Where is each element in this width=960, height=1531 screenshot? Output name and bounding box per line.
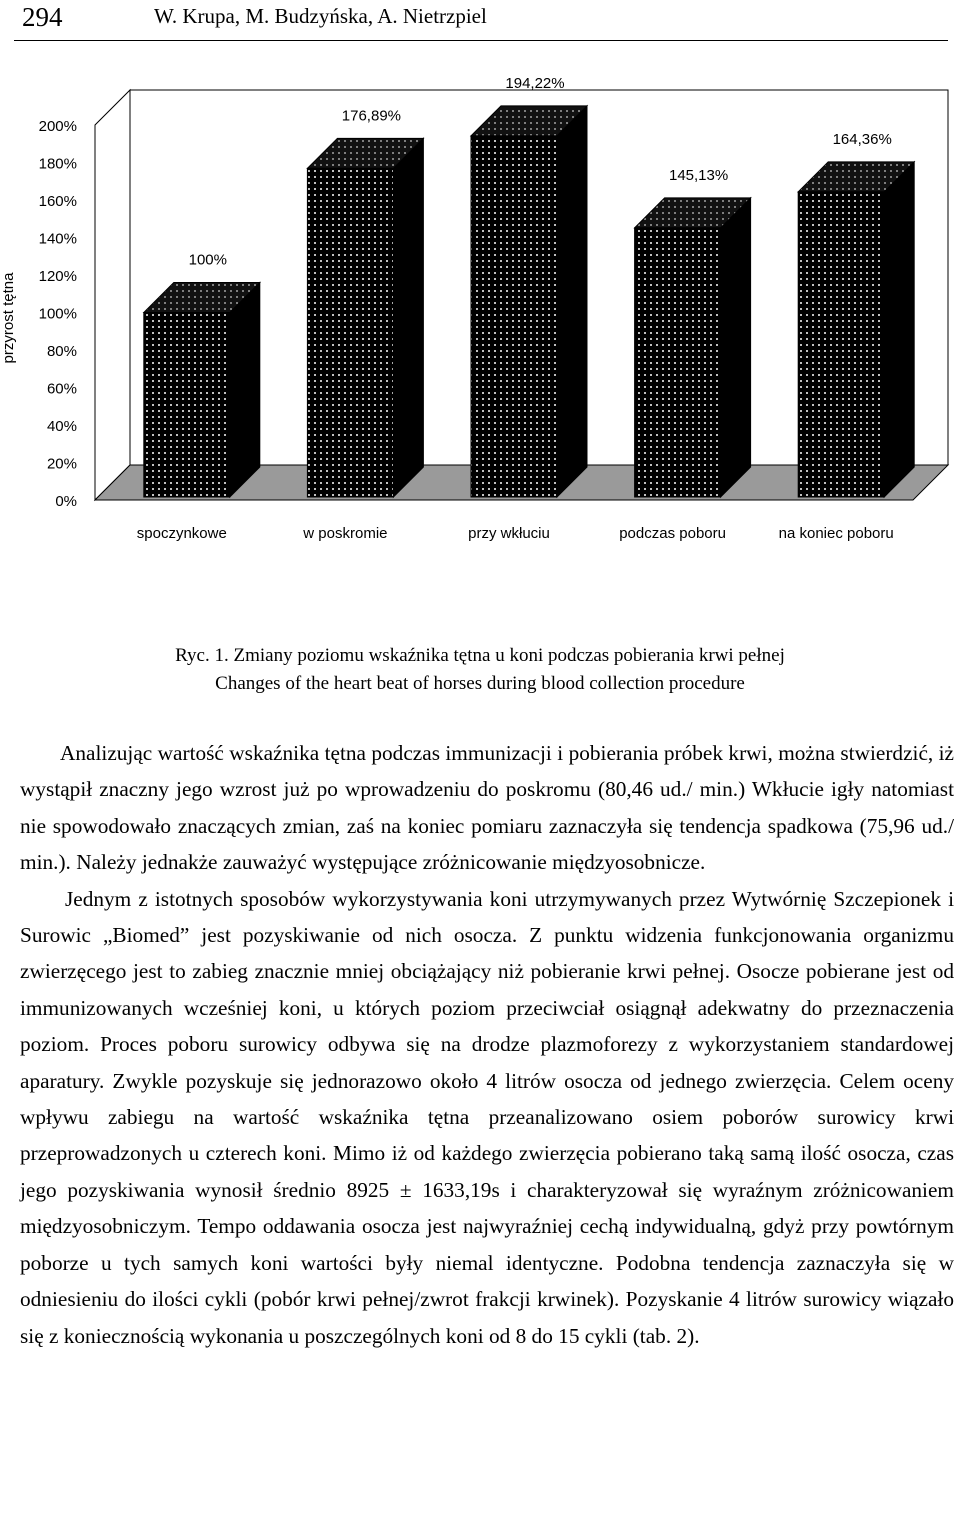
running-head-authors: W. Krupa, M. Budzyńska, A. Nietrzpiel bbox=[154, 4, 487, 28]
bar-side bbox=[230, 283, 260, 498]
y-tick-label: 180% bbox=[38, 155, 77, 173]
body-text bbox=[20, 735, 954, 1354]
x-tick-label: na koniec poboru bbox=[778, 525, 894, 542]
x-tick-label: w poskromie bbox=[303, 525, 388, 542]
bar-side bbox=[557, 106, 587, 497]
y-tick-label: 20% bbox=[46, 455, 77, 473]
running-header bbox=[14, 0, 948, 41]
x-tick-label: przy wkłuciu bbox=[468, 525, 550, 542]
bar bbox=[635, 228, 721, 497]
y-tick-label: 40% bbox=[46, 418, 77, 435]
x-tick-label: spoczynkowe bbox=[136, 525, 227, 542]
y-tick-label: 0% bbox=[55, 493, 77, 510]
bar-side bbox=[393, 138, 423, 497]
y-tick-label: 140% bbox=[38, 230, 77, 248]
data-label: 194,22% bbox=[505, 74, 565, 92]
data-label: 100% bbox=[188, 251, 227, 269]
bar bbox=[798, 192, 884, 497]
y-tick-label: 100% bbox=[38, 305, 77, 323]
figure-caption-polish: Ryc. 1. Zmiany poziomu wskaźnika tętna u koni podczas pobierania krwi pełnej bbox=[175, 645, 785, 666]
y-tick-label: 80% bbox=[46, 343, 77, 360]
data-label: 164,36% bbox=[832, 130, 892, 148]
pulse-bar-chart bbox=[0, 48, 960, 608]
paragraph-2: Jednym z istotnych sposobów wykorzystywania koni utrzymywanych przez Wytwórnię Szczepionek i Surowic „Biomed” jest pozyskiwanie od nich osocza. Z punktu widzenia funkcjonowania organizmu zwierzęcego jest to zabieg znacznie mniej obciążający niż pobieranie krwi pełnej. Osocze pobierane jest od immunizowanych wcześniej koni, u których poziom przeciwciał osiągnął adekwatny do przeznaczenia poziom. Proces poboru surowicy odbywa się na drodze plazmoforezy z wykorzystaniem standardowej aparatury. Zwykle pozyskuje się jednorazowo około 4 litrów osocza od jednego zwierzęcia. Celem oceny wpływu zabiegu na wartość wskaźnika tętna przeanalizowano osiem poborów surowicy krwi przeprowadzonych u czterech koni. Mimo iż od każdego zwierzęcia pobierano taką samą ilość osocza, czas jego pozyskiwania wynosił średnio 8925 ± 1633,19s i charakteryzował się wyraźnym zróżnicowaniem międzyosobniczym. Tempo oddawania osocza jest najwyraźniej cechą indywidualną, gdyż przy powtórnym poborze u tych samych koni wartości były niemal identyczne. Podobna tendencja zaznaczyła się w odniesieniu do ilości cykli (pobór krwi pełnej/zwrot frakcji krwinek). Pozyskanie 4 litrów surowicy wiązało się z koniecznością wykonania u poszczególnych koni od 8 do 15 cykli (tab. 2). bbox=[20, 886, 954, 1348]
data-label: 145,13% bbox=[668, 166, 729, 184]
y-axis-label: przyrost tętna bbox=[0, 272, 17, 364]
figure-caption-english: Changes of the heart beat of horses during blood collection procedure bbox=[215, 673, 745, 694]
x-tick-label: podczas poboru bbox=[619, 525, 726, 542]
y-tick-label: 160% bbox=[38, 193, 77, 210]
side-wall bbox=[95, 90, 130, 500]
y-tick-label: 120% bbox=[38, 268, 77, 285]
bar bbox=[307, 168, 393, 497]
bar bbox=[144, 313, 230, 498]
y-tick-label: 60% bbox=[46, 380, 77, 398]
bar bbox=[471, 136, 557, 497]
data-label: 176,89% bbox=[341, 107, 402, 125]
y-tick-label: 200% bbox=[38, 118, 77, 135]
paragraph-1: Analizując wartość wskaźnika tętna podczas immunizacji i pobierania próbek krwi, można stwierdzić, iż wystąpił znaczny jego wzrost już po wprowadzeniu do poskromu (80,46 ud./ min.) Wkłucie igły natomiast nie spowodowało znaczących zmian, zaś na koniec pomiaru zaznaczyła się tendencja spadkowa (75,96 ud./ min.). Należy jednakże zauważyć występujące zróżnicowanie międzyosobnicze. bbox=[20, 741, 954, 875]
page-number: 294 bbox=[22, 2, 63, 32]
bar-side bbox=[884, 162, 914, 497]
bar-side bbox=[721, 198, 751, 497]
